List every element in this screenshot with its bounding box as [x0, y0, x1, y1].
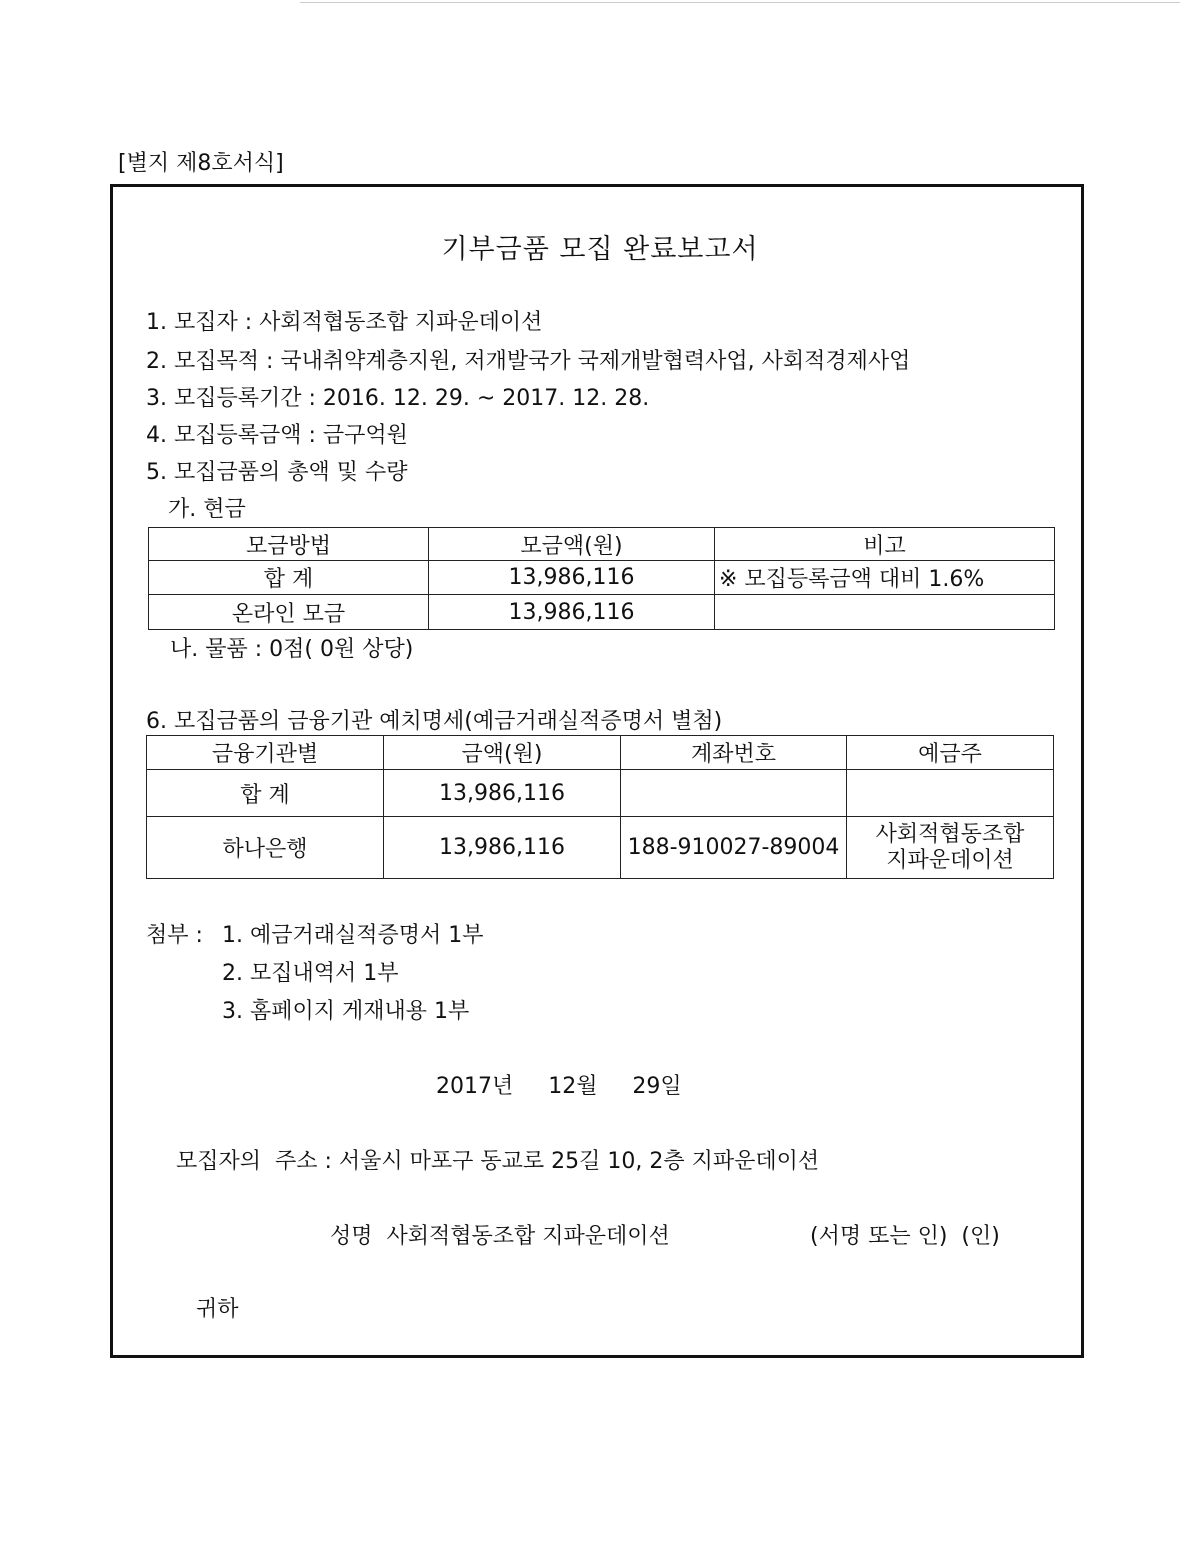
report-date: 2017년 12월 29일 — [436, 1074, 682, 1099]
deposit-header-account: 계좌번호 — [621, 736, 847, 770]
deposit-cell-bank: 하나은행 — [147, 817, 384, 879]
attachment-item: 2. 모집내역서 1부 — [222, 961, 399, 986]
deposit-cell-amount: 13,986,116 — [384, 770, 621, 817]
cash-header-method: 모금방법 — [149, 528, 429, 561]
deposit-header-holder: 예금주 — [847, 736, 1054, 770]
attachment-item: 3. 홈페이지 게재내용 1부 — [222, 999, 470, 1024]
deposit-cell-amount: 13,986,116 — [384, 817, 621, 879]
item-registered-amount: 4. 모집등록금액 : 금구억원 — [146, 423, 408, 448]
signature-note: (서명 또는 인) (인) — [810, 1224, 1000, 1249]
cash-cell-amount: 13,986,116 — [429, 595, 715, 630]
item-collector: 1. 모집자 : 사회적협동조합 지파운데이션 — [146, 310, 543, 335]
cash-cell-note: ※ 모집등록금액 대비 1.6% — [715, 561, 1055, 595]
deposit-heading: 6. 모집금품의 금융기관 예치명세(예금거래실적증명서 별첨) — [146, 709, 723, 734]
cash-heading: 가. 현금 — [168, 497, 246, 522]
cash-cell-method: 온라인 모금 — [149, 595, 429, 630]
deposit-cell-account — [621, 770, 847, 817]
cash-table-header-row — [149, 528, 1055, 561]
deposit-header-amount: 금액(원) — [384, 736, 621, 770]
deposit-header-bank: 금융기관별 — [147, 736, 384, 770]
table-row — [149, 595, 1055, 630]
cash-table — [148, 527, 1055, 630]
signature-name: 성명 사회적협동조합 지파운데이션 — [330, 1224, 670, 1249]
cash-header-amount: 모금액(원) — [429, 528, 715, 561]
scan-edge-line — [300, 2, 1180, 3]
item-period: 3. 모집등록기간 : 2016. 12. 29. ~ 2017. 12. 28. — [146, 386, 650, 411]
deposit-table — [146, 735, 1054, 879]
document-title: 기부금품 모집 완료보고서 — [441, 234, 759, 265]
goods-line: 나. 물품 : 0점( 0원 상당) — [170, 637, 414, 662]
cash-cell-method: 합 계 — [149, 561, 429, 595]
item-totals-heading: 5. 모집금품의 총액 및 수량 — [146, 460, 408, 485]
form-number-label: [별지 제8호서식] — [118, 151, 284, 176]
deposit-table-header-row — [147, 736, 1054, 770]
deposit-cell-holder — [847, 770, 1054, 817]
collector-address: 모집자의 주소 : 서울시 마포구 동교로 25길 10, 2층 지파운데이션 — [176, 1149, 820, 1174]
table-row — [147, 770, 1054, 817]
table-row — [149, 561, 1055, 595]
closing-addressee: 귀하 — [196, 1297, 239, 1322]
deposit-cell-holder: 사회적협동조합 지파운데이션 — [847, 817, 1054, 879]
item-purpose: 2. 모집목적 : 국내취약계층지원, 저개발국가 국제개발협력사업, 사회적경제사업 — [146, 349, 911, 374]
table-row — [147, 817, 1054, 879]
cash-header-note: 비고 — [715, 528, 1055, 561]
attachments-prefix: 첨부 : — [146, 923, 203, 948]
cash-cell-amount: 13,986,116 — [429, 561, 715, 595]
cash-cell-note — [715, 595, 1055, 630]
deposit-cell-bank: 합 계 — [147, 770, 384, 817]
attachment-item: 1. 예금거래실적증명서 1부 — [222, 923, 484, 948]
deposit-cell-account: 188-910027-89004 — [621, 817, 847, 879]
